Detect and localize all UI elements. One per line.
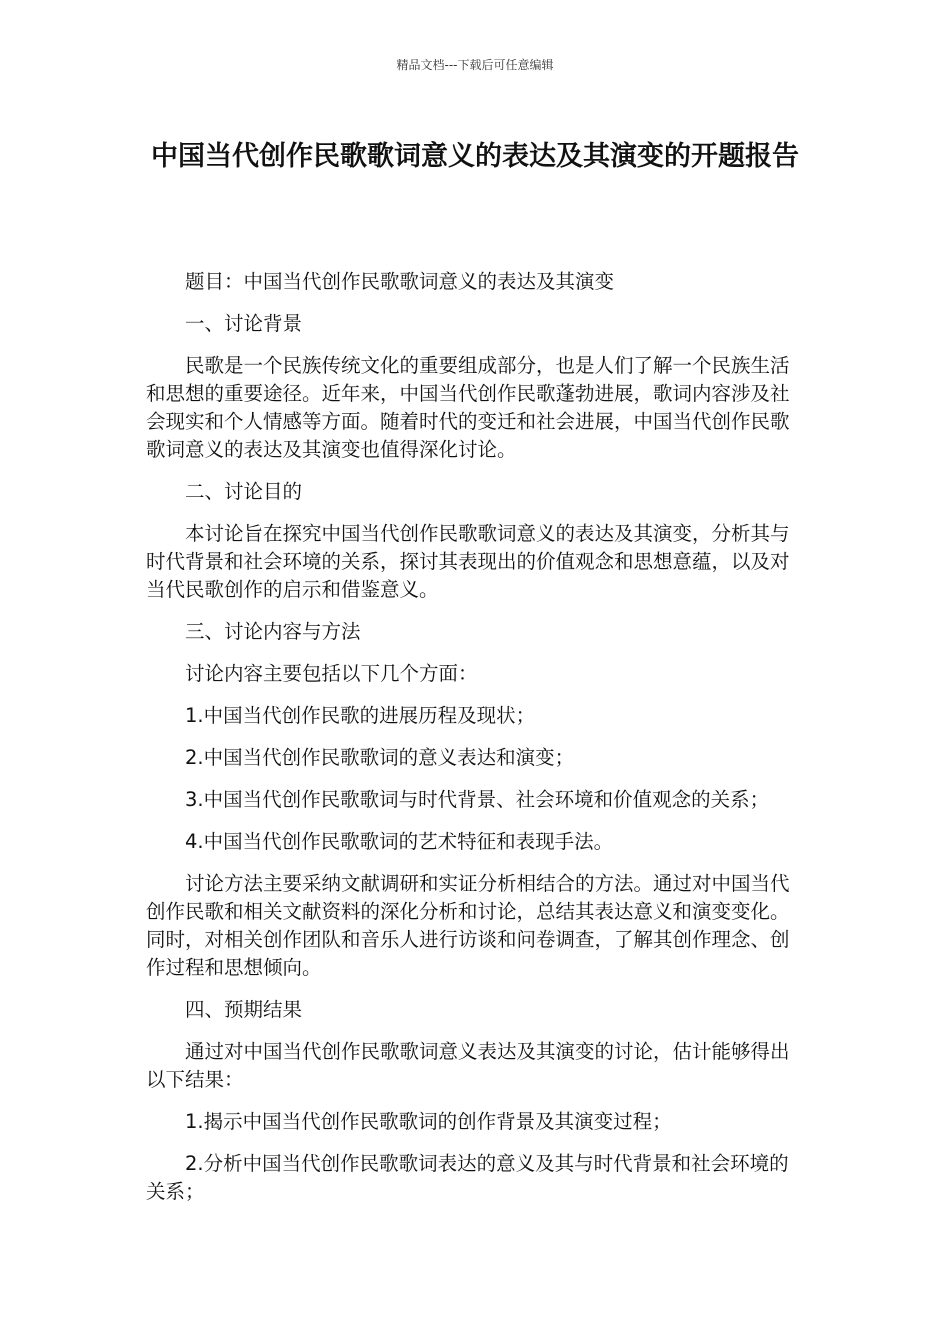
section-heading-purpose: 二、讨论目的 (185, 480, 303, 503)
document-body (146, 268, 806, 1220)
content-item: 3.中国当代创作民歌歌词与时代背景、社会环境和价值观念的关系； (185, 788, 770, 811)
page-header: 精品文档---下载后可任意编辑 (396, 58, 554, 72)
document-title: 中国当代创作民歌歌词意义的表达及其演变的开题报告 (151, 141, 799, 172)
purpose-paragraph: 本讨论旨在探究中国当代创作民歌歌词意义的表达及其演变，分析其与时代背景和社会环境的关系，探讨其表现出的价值观念和思想意蕴，以及对当代民歌创作的启示和借鉴意义。 (146, 522, 790, 601)
content-item: 2.中国当代创作民歌歌词的意义表达和演变； (185, 746, 575, 769)
content-intro: 讨论内容主要包括以下几个方面： (185, 662, 478, 685)
topic-line: 题目：中国当代创作民歌歌词意义的表达及其演变 (185, 270, 615, 293)
section-heading-background: 一、讨论背景 (185, 312, 303, 335)
background-paragraph: 民歌是一个民族传统文化的重要组成部分，也是人们了解一个民族生活和思想的重要途径。近年来，中国当代创作民歌蓬勃进展，歌词内容涉及社会现实和个人情感等方面。随着时代的变迁和社会进展，中国当代创作民歌歌词意义的表达及其演变也值得深化讨论。 (146, 354, 790, 461)
result-item: 1.揭示中国当代创作民歌歌词的创作背景及其演变过程； (185, 1110, 672, 1133)
section-heading-content-method: 三、讨论内容与方法 (185, 620, 361, 643)
results-intro: 通过对中国当代创作民歌歌词意义表达及其演变的讨论，估计能够得出以下结果： (146, 1040, 790, 1091)
section-heading-expected-results: 四、预期结果 (185, 998, 303, 1021)
content-item: 4.中国当代创作民歌歌词的艺术特征和表现手法。 (185, 830, 614, 853)
result-item: 2.分析中国当代创作民歌歌词表达的意义及其与时代背景和社会环境的关系； (146, 1152, 789, 1203)
content-item: 1.中国当代创作民歌的进展历程及现状； (185, 704, 536, 727)
method-paragraph: 讨论方法主要采纳文献调研和实证分析相结合的方法。通过对中国当代创作民歌和相关文献资料的深化分析和讨论，总结其表达意义和演变变化。同时，对相关创作团队和音乐人进行访谈和问卷调查，了解其创作理念、创作过程和思想倾向。 (146, 872, 790, 979)
